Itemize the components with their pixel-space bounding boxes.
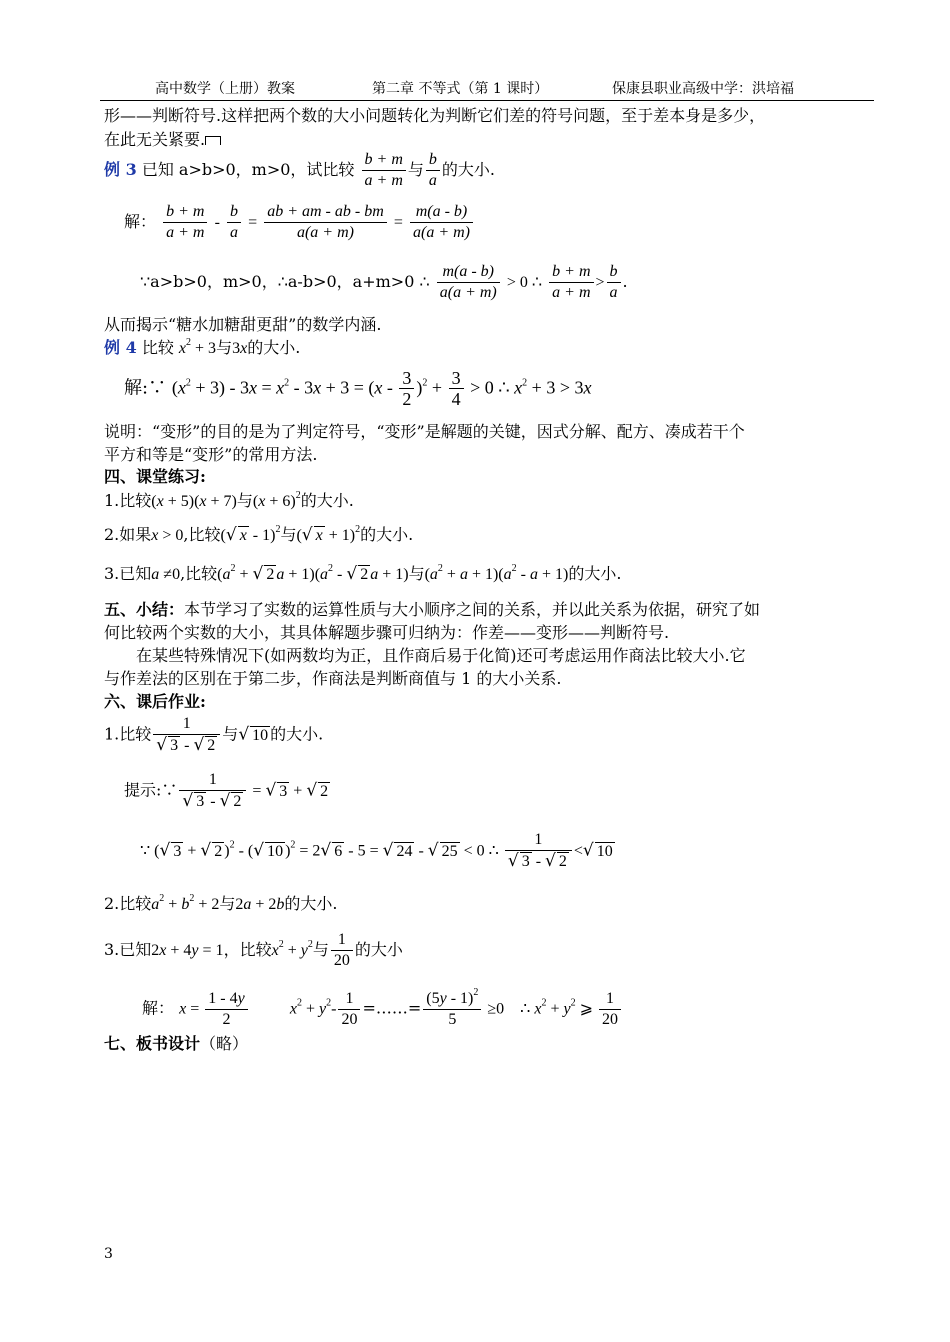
note-line-1: 说明：“变形”的目的是为了判定符号，“变形”是解题的关键，因式分解、配方、凑成若干个 [104,422,745,441]
ex4-q3-suffix: 的大小. [568,564,622,583]
header-right: 保康县职业高级中学：洪培福 [612,81,794,97]
section-5-text-1: 本节学习了实数的运算性质与大小顺序之间的关系，并以此关系为依据，研究了如 [184,600,761,619]
fraction-square-5: $\frac{(5y - 1)^2}{5}$ [423,988,481,1030]
ex4-q1-prefix: 1.比较 [104,491,152,510]
ex4-q2-mid1: ,比较 [183,525,221,544]
example-3-text: 已知 a>b>0，m>0，试比较 [141,160,355,179]
header-left: 高中数学（上册）教案 [155,81,295,97]
fraction-m-ab: $\frac{m(a - b)}{a(a + m)}$ [437,262,500,303]
example-3-end: 的大小. [441,160,495,179]
section-4-title: 四、课堂练习: [104,467,206,486]
section-5-line-4: 与作差法的区别在于第二步，作商法是判断商值与 1 的大小关系. [104,669,562,688]
fraction-proof: $\frac{1}{√ 3 - √ 2}$ [505,830,572,872]
fraction-1-20: $\frac{1}{20}$ [331,930,353,971]
section-6-title: 六、课后作业: [104,692,206,711]
note-line-2: 平方和等是“变形”的常用方法. [104,445,318,464]
fraction-1-20-c: $\frac{1}{20}$ [599,989,621,1030]
hw-q3-mid: ，比较 [223,940,272,959]
homework-3-solution: 解： x = $\frac{1 - 4y}{2}$ $x^2 + y^2-$ $\frac{1}{20}$ =……= $\frac{(5y - 1)^2}{5}$ ≥0 ∴ $x^2 + y^2$ ⩾ $\frac{1}{20}$ [142,988,912,1030]
hw-q3-prefix: 3.已知 [104,940,152,959]
hw-q2-prefix: 2.比较 [104,894,152,913]
example-4-statement: 例 4 比较 $x^2 + 3$与3x的大小. [104,337,301,357]
example-4-with: 与 [216,338,233,357]
fraction-bm-am-2: $\frac{b + m}{a + m}$ [163,202,207,243]
intro-line-2-text: 在此无关紧要. [104,130,206,149]
homework-1: 1.比较 $\frac{1}{√ 3 - √ 2}$ 与√ 10 的大小. [104,715,324,755]
hw-q3-suffix: 的大小 [354,940,403,959]
ex4-q2-prefix: 2.如果 [104,525,152,544]
hw-q1-mid: 与 [222,724,239,744]
ex4-q1-suffix: 的大小. [300,491,354,510]
intro-line-2 [104,128,874,152]
ex4-q3-mid1: ,比较 [180,564,218,583]
exercise-4-2: 2.如果x > 0,比较(√ x - 1)$^2$与(√ x + 1)$^2$的大小. [104,524,414,545]
hint-label: 提示:∵ [124,780,178,800]
section-5-line-1 [104,598,874,622]
fraction-x-expr: $\frac{1 - 4y}{2}$ [205,988,247,1030]
example-4-end: 的大小. [247,338,301,357]
ex4-q3-mid2: 与 [408,564,425,583]
page-header [100,78,874,101]
dots: =……= [362,998,422,1018]
hw-sol-label: 解： [142,998,175,1018]
hw-q2-mid: 与 [219,894,236,913]
ex4-q2-mid2: 与 [280,525,297,544]
fraction-bm-am: $\frac{b + m}{a + m}$ [362,150,406,191]
cursor-mark [205,136,221,145]
exercise-4-3: 3.已知a ≠0,比较($a^2$ + √ 2 $a + 1)(a^2$ - √ 2 a + 1)与$(a^2 + a + 1)(a^2 - a + 1)$的大小. [104,563,622,584]
section-7 [104,1032,874,1056]
ex4-q3-prefix: 3.已知 [104,564,152,583]
because-text: ∵a>b>0，m>0，∴a-b>0，a+m>0 ∴ [140,272,430,291]
example-3-reasoning: ∵a>b>0，m>0，∴a-b>0，a+m>0 ∴ $\frac{m(a - b)}{a(a + m)}$ > 0 ∴ $\frac{b + m}{a + m}$ > $\frac{b}{a}$ . [140,263,628,301]
section-5-title: 五、小结： [104,600,185,619]
homework-2: 2.比较$a^2 + b^2 + 2$与2a + 2b的大小. [104,893,338,913]
fraction-expanded: $\frac{ab + am - ab - bm}{a(a + m)}$ [264,202,387,243]
header-center: 第二章 不等式（第 1 课时） [372,81,549,97]
section-5-line-3: 在某些特殊情况下(如两数均为正，且作商后易于化简)还可考虑运用作商法比较大小.它 [136,646,746,665]
example-3-with: 与 [407,160,424,179]
hw-q2-suffix: 的大小. [284,894,338,913]
fraction-1-over-root-diff: $\frac{1}{√ 3 - √ 2}$ [153,714,220,756]
ex4-q2-suffix: 的大小. [360,525,414,544]
hw-q1-suffix: 的大小. [270,724,324,744]
fraction-b-a: $\frac{b}{a}$ [426,150,440,191]
page-number: 3 [104,1246,113,1262]
fraction-bm-am-3: $\frac{b + m}{a + m}$ [549,262,593,303]
hw-q1-prefix: 1.比较 [104,724,152,744]
fraction-1-20-b: $\frac{1}{20}$ [338,989,360,1030]
intro-line-1: 形——判断符号.这样把两个数的大小问题转化为判断它们差的符号问题，至于差本身是多少， [104,106,766,125]
section-7-suffix: （略） [200,1034,249,1053]
fraction-3-2: $\frac{3}{2}$ [399,368,414,409]
exercise-4-1: 1.比较(x + 5)(x + 7)与$(x + 6)^2$的大小. [104,490,354,510]
section-7-title: 七、板书设计 [104,1034,201,1053]
homework-1-hint: 提示:∵ $\frac{1}{√ 3 - √ 2}$ = √ 3 + √ 2 [124,771,329,811]
homework-1-proof: ∵ (√ 3 + √ 2 )$^2$ - (√ 10 )$^2$ = 2√ 6 - 5 = √ 24 - √ 25 < 0 ∴ $\frac{1}{√ 3 - √ 2}$ <√ 10 [140,831,613,871]
fraction-simplified: $\frac{m(a - b)}{a(a + m)}$ [410,202,473,243]
fraction-b-a-2: $\frac{b}{a}$ [227,202,241,243]
example-4-label: 例 4 [104,338,137,357]
fraction-hint: $\frac{1}{√ 3 - √ 2}$ [179,770,246,812]
solution-label: 解： [124,212,157,231]
example-4-sol-label: 解:∵ [124,377,167,399]
section-5-line-2: 何比较两个实数的大小，其具体解题步骤可归纳为：作差——变形——判断符号. [104,623,670,642]
fraction-3-4: $\frac{3}{4}$ [449,368,464,409]
example-3-solution: 解： $\frac{b + m}{a + m}$ - $\frac{b}{a}$ = $\frac{ab + am - ab - bm}{a(a + m)}$ = $\frac{m(a - b)}{a(a + m)}$ [124,202,894,243]
example-3-label: 例 3 [104,160,137,179]
hw-q3-mid2: 与 [312,940,329,959]
ex4-q1-mid: 与 [236,491,253,510]
homework-3: 3.已知2x + 4y = 1，比较$x^2 + y^2$与 $\frac{1}{20}$ 的大小 [104,931,403,969]
fraction-b-a-3: $\frac{b}{a}$ [607,262,621,303]
example-3-conclusion: 从而揭示“糖水加糖甜更甜”的数学内涵. [104,315,382,334]
example-4-solution: 解:∵ $(x^2 + 3) - 3x = x^2 - 3x + 3 = (x$ - $\frac{3}{2}$ )$^2$ + $\frac{3}{4}$ > 0 ∴ $x^2 + 3 > 3x$ [124,368,592,409]
example-3-statement [104,150,874,191]
example-4-text: 比较 [141,338,174,357]
